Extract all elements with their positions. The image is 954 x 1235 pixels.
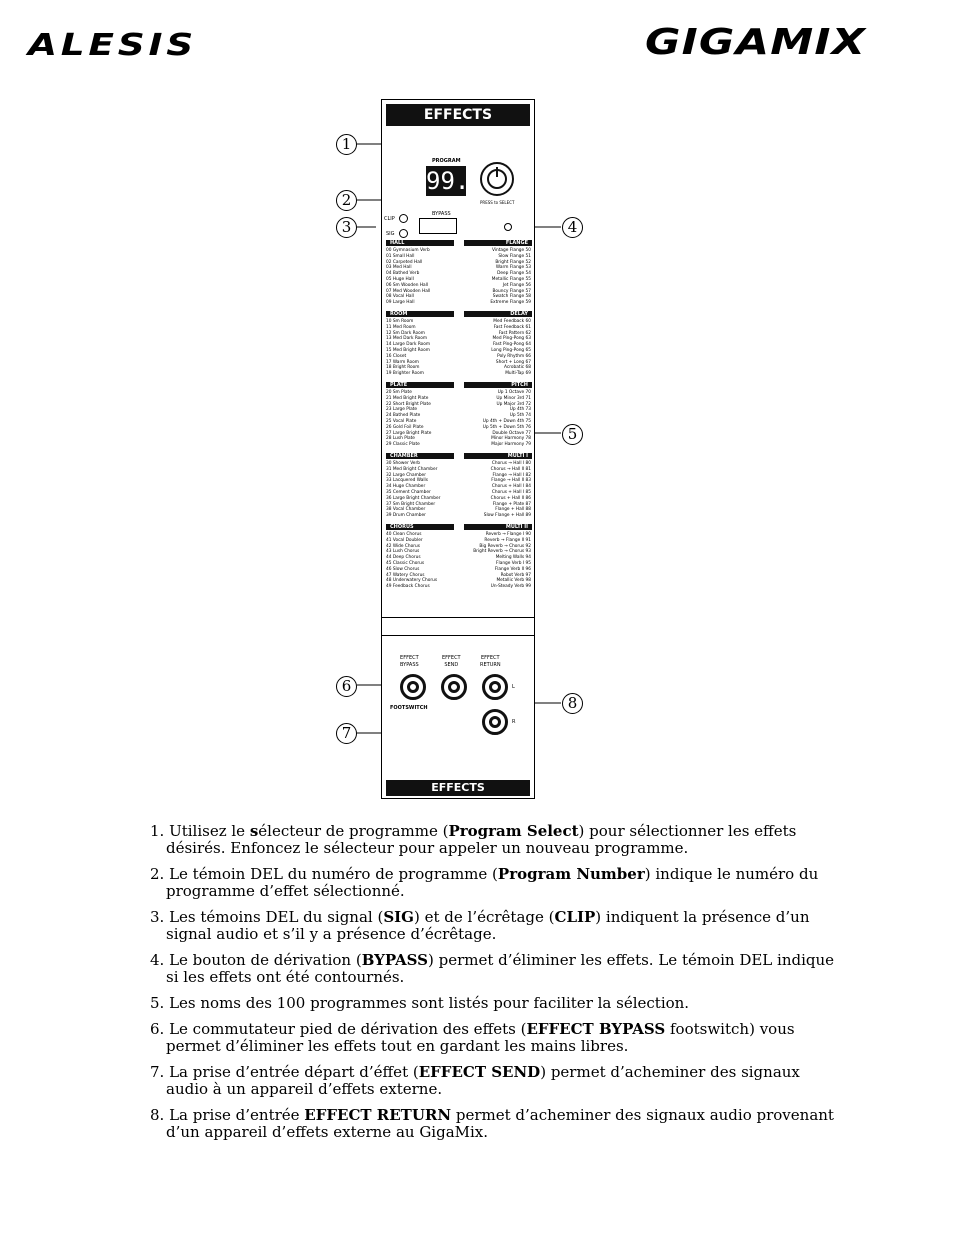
program-item: Big Reverb → Chorus 92 (479, 543, 531, 549)
sig-label: SIG (386, 231, 395, 237)
program-item: Robot Verb 97 (500, 572, 531, 578)
bypass-button[interactable] (419, 218, 457, 234)
category-header: MULTI I (464, 453, 532, 459)
program-item: 06 Sm Wooden Hall (386, 282, 429, 288)
program-item: 32 Large Chamber (386, 472, 426, 478)
return-r-label: R (512, 719, 516, 725)
program-item: 13 Med Dark Room (386, 336, 428, 342)
program-item: Chorus → Hall I 80 (491, 461, 531, 466)
category-header: FLANGE (464, 240, 532, 246)
program-item: 10 Sm Room (386, 319, 414, 324)
program-item: Short + Long 67 (495, 359, 531, 365)
callout-7: 7 (336, 723, 357, 744)
program-item: 28 Lush Plate (386, 436, 415, 442)
program-item: Bouncy Flange 57 (492, 288, 531, 294)
knob-pointer (496, 167, 498, 177)
program-item: 29 Classic Plate (386, 442, 420, 448)
program-select-knob[interactable] (480, 162, 514, 196)
callout-6: 6 (336, 676, 357, 697)
effects-panel (381, 99, 535, 799)
program-column (386, 461, 440, 519)
program-item: 25 Vocal Plate (386, 418, 417, 424)
program-column (490, 248, 531, 306)
program-item: 08 Vocal Hall (386, 294, 414, 300)
category-header: PITCH (464, 382, 532, 388)
clip-led (399, 214, 408, 223)
program-item: 16 Closet (386, 353, 407, 359)
clip-label: CLIP (384, 216, 395, 222)
instruction-item: 4. Le bouton de dérivation (BYPASS) permet d’éliminer les effets. Le témoin DEL indique si les effets ont été contournés. (150, 951, 835, 986)
category-header: PLATE (386, 382, 454, 388)
category-header: MULTI II (464, 524, 532, 530)
program-item: Acrobatic 68 (504, 365, 531, 371)
program-item: 39 Drum Chamber (386, 513, 426, 519)
program-item: 48 Underwatery Chorus (386, 578, 438, 584)
effect-send-label: EFFECT SEND (442, 655, 461, 668)
program-item: 35 Cement Chamber (386, 489, 431, 495)
instruction-item: 6. Le commutateur pied de dérivation des effets (EFFECT BYPASS footswitch) vous permet d’éliminer les effets tout en gardant les mains libres. (150, 1020, 795, 1055)
program-item: Chorus + Hall II 86 (490, 495, 531, 501)
effect-bypass-jack[interactable] (400, 674, 426, 700)
program-item: Bright Flange 52 (495, 259, 531, 265)
program-item: Up 1 Octave 70 (497, 390, 531, 395)
program-item: Up 5th + Down 5th 76 (482, 424, 531, 430)
instruction-item: 1. Utilisez le sélecteur de programme (Program Select) pour sélectionner les effets désirés. Enfoncez le sélecteur pour appeler un nouveau programme. (150, 822, 797, 857)
program-item: 03 Med Hall (386, 265, 412, 271)
program-item: Flange + Hall 88 (495, 507, 531, 513)
program-column (483, 390, 531, 448)
program-item: Long Ping-Pong 65 (491, 347, 531, 353)
category-header: ROOM (386, 311, 454, 317)
effect-return-r-jack[interactable] (482, 709, 508, 735)
effects-title-top: EFFECTS (386, 104, 530, 126)
program-item: Fast Ping-Pong 64 (492, 342, 531, 348)
bypass-label: BYPASS (432, 211, 451, 217)
sig-led (399, 229, 408, 238)
return-l-label: L (512, 684, 515, 690)
program-item: 37 Sm Bright Chamber (386, 501, 436, 507)
program-item: Up Minor 3rd 71 (496, 395, 531, 401)
program-item: 30 Shower Verb (386, 461, 420, 466)
effect-bypass-label: EFFECT BYPASS (400, 655, 419, 668)
program-item: 45 Classic Chorus (386, 560, 425, 566)
program-item: 01 Small Hall (386, 253, 415, 259)
divider-1 (382, 617, 534, 618)
program-item: Bright Reverb → Chorus 93 (473, 549, 531, 555)
alesis-logo: ALESIS (28, 28, 198, 63)
program-item: Up Major 3rd 72 (496, 401, 531, 407)
gigamix-logo: GIGAMIX (645, 22, 867, 63)
program-item: 05 Huge Hall (386, 276, 414, 282)
program-item: 26 Gold Foil Plate (386, 424, 424, 430)
program-item: Extreme Flange 59 (490, 300, 531, 306)
effects-title-bottom: EFFECTS (386, 780, 530, 796)
effect-return-l-jack[interactable] (482, 674, 508, 700)
instruction-item: 2. Le témoin DEL du numéro de programme (Program Number) indique le numéro du programme d’effet sélectionné. (150, 865, 819, 900)
program-item: Jet Flange 56 (502, 282, 531, 288)
program-item: 24 Bathed Plate (386, 413, 421, 419)
program-item: 18 Bright Room (386, 365, 420, 371)
program-column (386, 390, 431, 448)
callout-3: 3 (336, 217, 357, 238)
program-item: Minor Harmony 78 (491, 436, 531, 442)
program-column (386, 319, 430, 377)
program-item: 09 Large Hall (386, 300, 415, 306)
program-item: Slow Flange + Hall 89 (483, 513, 531, 519)
program-item: 40 Clean Chorus (386, 532, 422, 537)
program-item: Flange Verb I 95 (496, 560, 531, 566)
instruction-item: 8. La prise d’entrée EFFECT RETURN permet d’acheminer des signaux audio provenant d’un appareil d’effets externe au GigaMix. (150, 1106, 834, 1141)
knob-label: PRESS to SELECT (480, 200, 515, 205)
category-header: DELAY (464, 311, 532, 317)
program-item: 20 Sm Plate (386, 390, 412, 395)
program-item: Flange → Hall II 83 (491, 478, 531, 484)
program-item: 27 Large Bright Plate (386, 430, 432, 436)
program-item: 47 Watery Chorus (386, 572, 425, 578)
program-item: 00 Gymnasium Verb (386, 248, 430, 253)
divider-2 (382, 635, 534, 636)
bypass-led (504, 223, 512, 231)
callout-4: 4 (562, 217, 583, 238)
category-header: CHAMBER (386, 453, 454, 459)
instruction-item: 3. Les témoins DEL du signal (SIG) et de l’écrêtage (CLIP) indiquent la présence d’un signal audio et s’il y a présence d’écrêtage. (150, 908, 810, 943)
category-header: CHORUS (386, 524, 454, 530)
program-item: 21 Med Bright Plate (386, 395, 429, 401)
callout-5: 5 (562, 424, 583, 445)
program-item: Flange + Plate 87 (492, 501, 531, 507)
footswitch-label: FOOTSWITCH (390, 705, 428, 711)
program-item: 23 Large Plate (386, 407, 418, 413)
program-item: Slow Flange 51 (498, 253, 531, 259)
program-item: Metallic Verb 98 (496, 578, 531, 584)
program-item: Double Octave 77 (492, 430, 531, 436)
program-column (386, 532, 437, 590)
program-item: 38 Vocal Chamber (386, 507, 426, 513)
effect-return-label: EFFECT RETURN (480, 655, 501, 668)
program-column (491, 319, 531, 377)
program-item: 15 Med Bright Room (386, 347, 430, 353)
program-item: 41 Vocal Doubler (386, 537, 423, 543)
program-item: 36 Large Bright Chamber (386, 495, 441, 501)
program-item: Un-Steady Verb 99 (490, 584, 531, 590)
program-item: Reverb → Flange I 90 (485, 532, 531, 537)
program-item: 07 Med Wooden Hall (386, 288, 431, 294)
callout-1: 1 (336, 134, 357, 155)
program-item: 19 Brighter Room (386, 371, 424, 377)
program-item: 12 Sm Dark Room (386, 330, 425, 336)
program-column (473, 532, 531, 590)
program-item: 31 Med Bright Chamber (386, 466, 438, 472)
instruction-item: 5. Les noms des 100 programmes sont listés pour faciliter la sélection. (150, 994, 690, 1012)
program-item: Fast Pattern 62 (498, 330, 531, 336)
program-item: 04 Bathed Verb (386, 271, 420, 277)
instruction-item: 7. La prise d’entrée départ d’éffet (EFFECT SEND) permet d’acheminer des signaux audio à un appareil d’effets externe. (150, 1063, 800, 1098)
program-item: Reverb → Flange II 91 (484, 537, 531, 543)
program-item: Med Feedback 60 (493, 319, 531, 324)
program-item: Fast Feedback 61 (493, 324, 531, 330)
program-label: PROGRAM (432, 158, 461, 164)
program-item: Poly Rhythm 66 (497, 353, 531, 359)
program-item: Flange Verb II 96 (494, 566, 531, 572)
program-column (386, 248, 430, 306)
program-item: Vintage Flange 50 (491, 248, 531, 253)
program-column (484, 461, 531, 519)
program-item: Med Ping-Pong 63 (492, 336, 531, 342)
program-item: Up 5th 74 (509, 413, 531, 419)
program-item: Swatch Flange 58 (492, 294, 531, 300)
program-item: 44 Deep Chorus (386, 555, 421, 561)
program-item: Up 4th 73 (509, 407, 531, 413)
program-item: Chorus + Hall I 85 (491, 489, 531, 495)
program-item: Metallic Flange 55 (491, 276, 531, 282)
program-item: 43 Lush Chorus (386, 549, 420, 555)
effect-send-jack[interactable] (441, 674, 467, 700)
program-item: 46 Slow Chorus (386, 566, 420, 572)
program-item: 02 Carpeted Hall (386, 259, 423, 265)
program-item: Up 4th + Down 4th 75 (482, 418, 531, 424)
instruction-list (135, 823, 835, 1150)
program-item: 34 Huge Chamber (386, 484, 426, 490)
callout-2: 2 (336, 190, 357, 211)
callout-8: 8 (562, 693, 583, 714)
program-item: 33 Lacquered Walls (386, 478, 428, 484)
program-number-display: 99. (426, 167, 470, 195)
category-header: HALL (386, 240, 454, 246)
program-item: Chorus + Hall I 84 (491, 484, 531, 490)
program-item: Chorus → Hall II 81 (490, 466, 531, 472)
program-item: Flange → Hall I 82 (492, 472, 531, 478)
program-item: Deep Flange 54 (497, 271, 531, 277)
program-item: Multi-Tap 69 (505, 371, 531, 377)
program-item: 14 Large Dark Room (386, 342, 431, 348)
program-item: 22 Short Bright Plate (386, 401, 431, 407)
program-item: 42 Wide Chorus (386, 543, 420, 549)
program-item: 11 Med Room (386, 324, 416, 330)
program-item: 17 Warm Room (386, 359, 419, 365)
program-item: Melting Walls 94 (495, 555, 531, 561)
program-item: Warm Flange 53 (495, 265, 531, 271)
program-item: Major Harmony 79 (491, 442, 531, 448)
program-item: 49 Feedback Chorus (386, 584, 430, 590)
